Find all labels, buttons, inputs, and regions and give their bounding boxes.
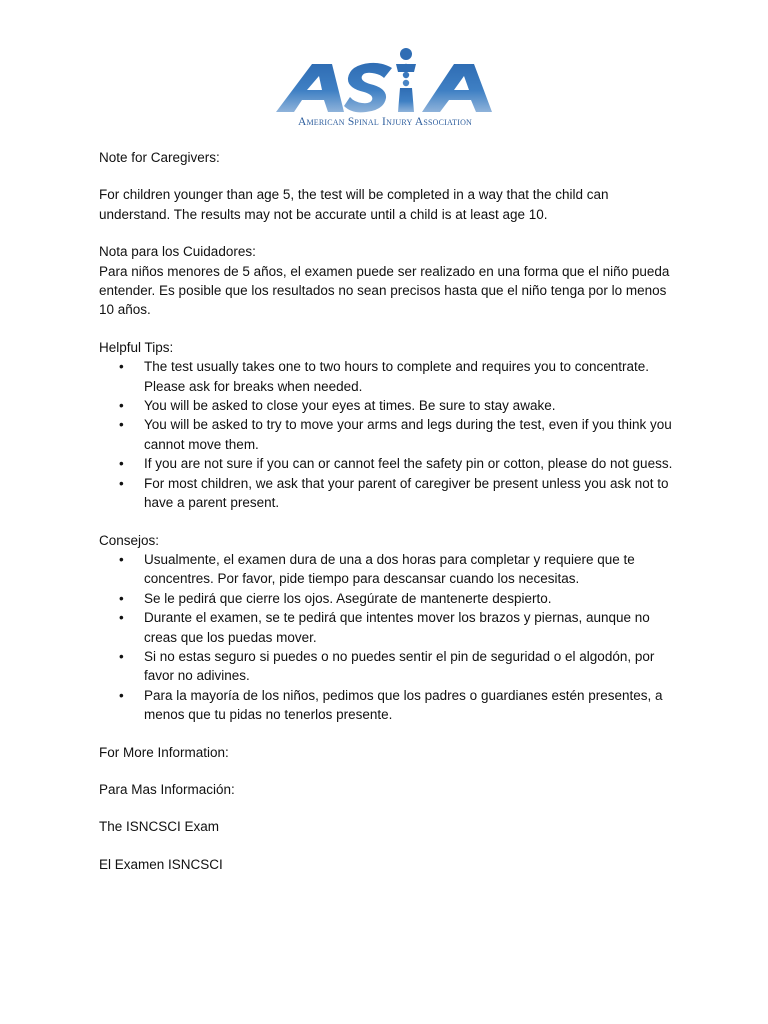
logo-subtitle: American Spinal Injury Association — [297, 116, 473, 128]
document-body — [99, 148, 679, 874]
list-item: • Para la mayoría de los niños, pedimos que los padres o guardianes estén presentes, a menos que tu pidas no tenerlos presente. — [119, 687, 663, 723]
bullet-icon: • — [119, 590, 124, 606]
list-item: • Si no estas seguro si puedes o no puedes sentir el pin de seguridad o el algodón, por favor no adivines. — [119, 648, 655, 684]
nota-heading: Nota para los Cuidadores: — [99, 244, 256, 260]
asia-logo-mark — [274, 46, 496, 116]
bullet-icon: • — [119, 687, 124, 703]
exam-link-en[interactable]: The ISNCSCI Exam — [99, 819, 220, 835]
more-info-en: For More Information: — [99, 744, 229, 760]
list-item: • Durante el examen, se te pedirá que intentes mover los brazos y piernas, aunque no creas que los puedas mover. — [119, 610, 650, 645]
helpful-tips-list — [99, 357, 679, 512]
helpful-tips-heading: Helpful Tips: — [99, 339, 174, 355]
list-item: • You will be asked to try to move your arms and legs during the test, even if you think you cannot move them. — [119, 417, 672, 452]
consejos-heading: Consejos: — [99, 532, 160, 548]
list-item: • If you are not sure if you can or cannot feel the safety pin or cotton, please do not guess. — [99, 454, 679, 473]
note-heading: Note for Caregivers: — [99, 150, 220, 165]
nota-body: Para niños menores de 5 años, el examen puede ser realizado en una forma que el niño pueda entender. Es posible que los resultados no sean precisos hasta que el niño tenga por lo menos 10 años. — [99, 263, 670, 318]
bullet-icon: • — [119, 398, 124, 414]
note-body: For children younger than age 5, the test will be completed in a way that the child can understand. The results may not be accurate until a child is at least age 10. — [99, 187, 609, 222]
bullet-icon: • — [119, 456, 124, 472]
exam-link-es[interactable]: El Examen ISNCSCI — [99, 856, 223, 872]
list-item: • For most children, we ask that your parent of caregiver be present unless you ask not to have a parent present. — [119, 475, 669, 511]
list-item: • You will be asked to close your eyes at times. Be sure to stay awake. — [99, 396, 679, 415]
bullet-icon: • — [119, 359, 124, 375]
asia-logo — [274, 46, 496, 136]
list-item: • Usualmente, el examen dura de una a dos horas para completar y requiere que te concentres. Por favor, pide tiempo para descansar cuando los necesitas. — [119, 551, 635, 587]
consejos-list — [99, 550, 679, 725]
list-item: • The test usually takes one to two hours to complete and requires you to concentrate. Please ask for breaks when needed. — [119, 359, 650, 394]
bullet-icon: • — [119, 417, 124, 433]
bullet-icon: • — [119, 610, 124, 626]
bullet-icon: • — [119, 551, 124, 567]
more-info-es: Para Mas Información: — [99, 781, 235, 797]
bullet-icon: • — [119, 475, 124, 491]
list-item: • Se le pedirá que cierre los ojos. Asegúrate de mantenerte despierto. — [99, 589, 679, 608]
bullet-icon: • — [119, 648, 124, 664]
